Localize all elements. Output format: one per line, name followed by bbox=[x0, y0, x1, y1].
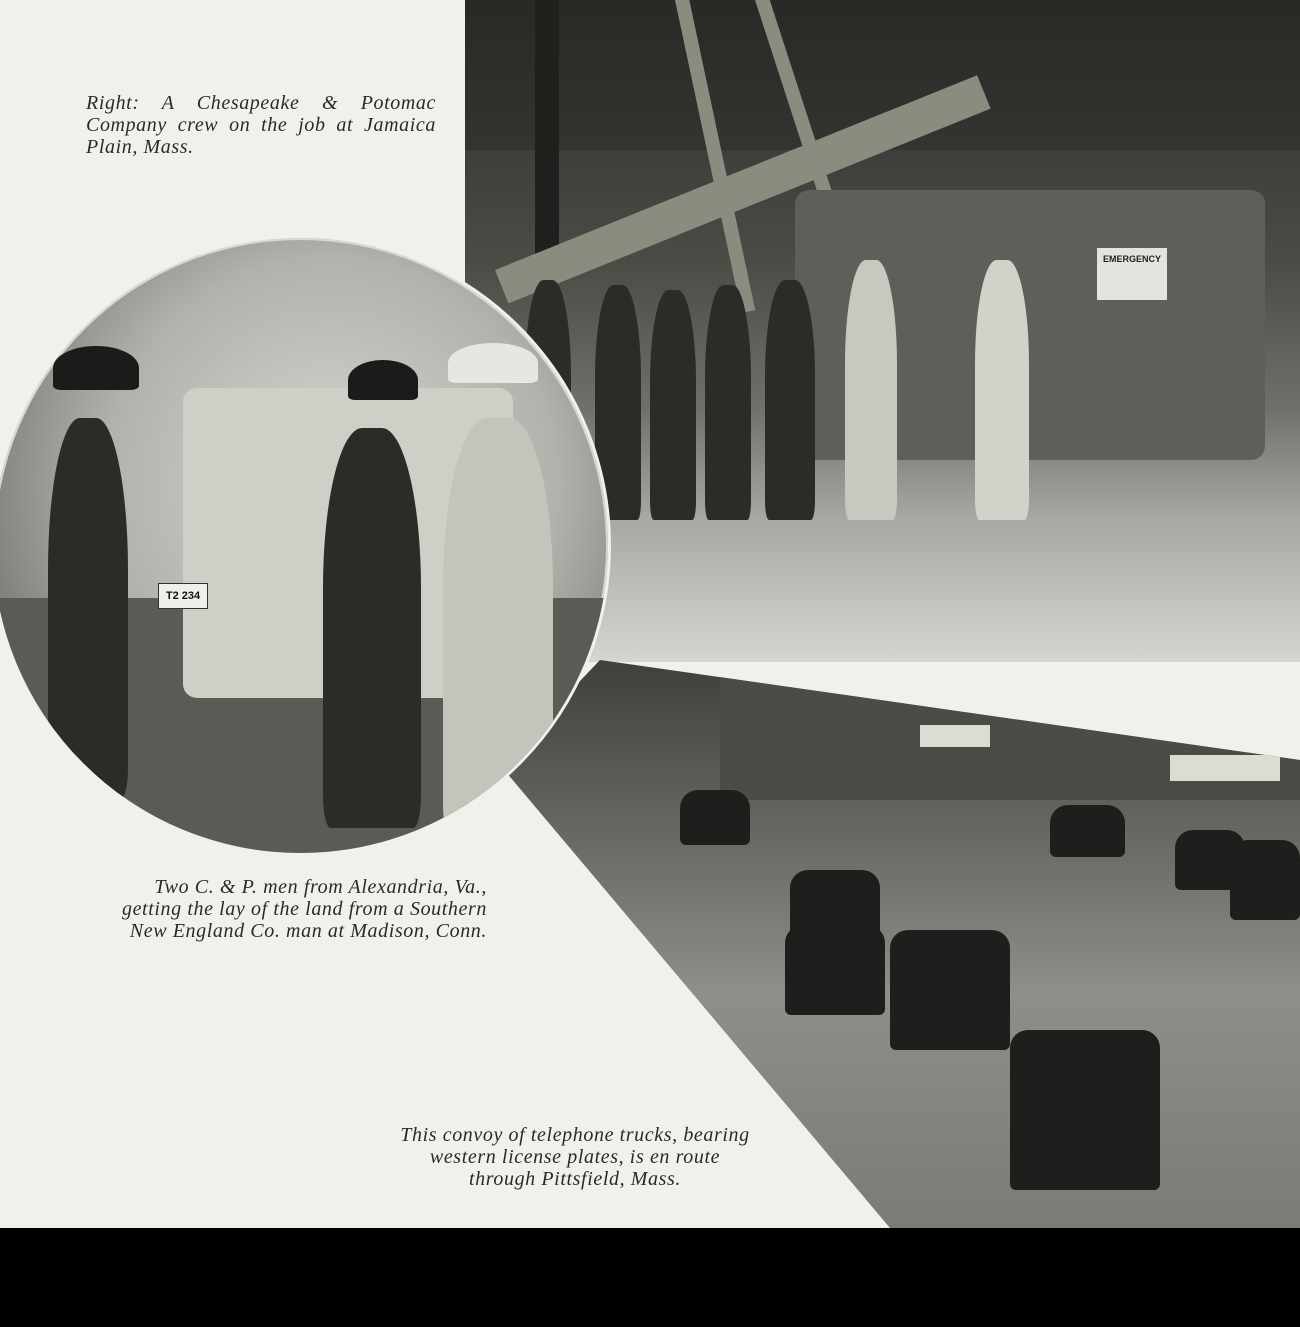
man-in-light-suit bbox=[443, 418, 553, 838]
convoy-truck bbox=[1010, 1030, 1160, 1190]
hat bbox=[348, 360, 418, 400]
license-plate: T2 234 bbox=[158, 583, 208, 609]
convoy-truck bbox=[890, 930, 1010, 1050]
crew-member bbox=[705, 285, 751, 520]
store-awning bbox=[1170, 755, 1280, 781]
straw-hat bbox=[448, 343, 538, 383]
truck-emergency-sign: EMERGENCY bbox=[1097, 248, 1167, 300]
lineman-in-vest bbox=[323, 428, 421, 828]
parked-car bbox=[1050, 805, 1125, 857]
caption-madison: Two C. & P. men from Alexandria, Va., getting the lay of the land from a Southern New England Co. man at Madison, Conn. bbox=[121, 876, 487, 942]
parked-car bbox=[1230, 840, 1300, 920]
lineman-with-coil bbox=[48, 418, 128, 798]
caption-pittsfield: This convoy of telephone trucks, bearing western license plates, is en route through Pittsfield, Mass. bbox=[400, 1124, 750, 1190]
parked-car bbox=[680, 790, 750, 845]
madison-inset-photo bbox=[0, 235, 611, 856]
footer-band bbox=[0, 1228, 1300, 1327]
convoy-truck bbox=[785, 925, 885, 1015]
store-awning bbox=[920, 725, 990, 747]
crew-member bbox=[975, 260, 1029, 520]
crew-member bbox=[650, 290, 696, 520]
crew-member bbox=[765, 280, 815, 520]
crew-member bbox=[845, 260, 897, 520]
hat bbox=[53, 346, 139, 390]
caption-jamaica-plain: Right: A Chesapeake & Potomac Company crew on the job at Jamaica Plain, Mass. bbox=[86, 92, 436, 158]
